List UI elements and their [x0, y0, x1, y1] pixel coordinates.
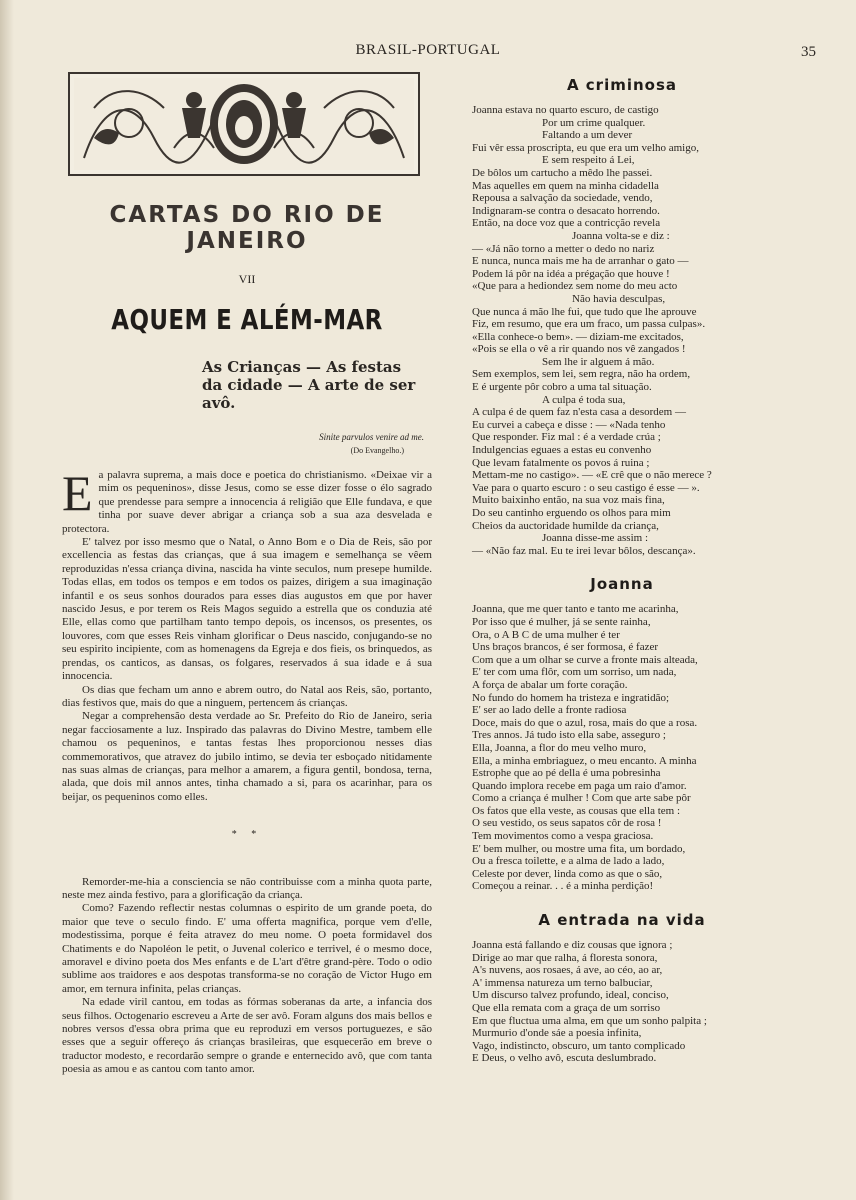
poem-line: Vago, indistincto, obscuro, um tanto complicado	[472, 1039, 686, 1052]
poem-line: Que nunca á mão lhe fui, que tudo que lhe aprouve	[472, 305, 697, 318]
poem-line: E' ser ao lado delle a fronte radiosa	[472, 704, 627, 717]
poem-line: Ella, a minha embriaguez, o meu encanto. A minha	[472, 754, 697, 767]
poem-line: A' immensa natureza um terno balbuciar,	[472, 976, 653, 989]
poem-line: Cheios da auctoridade humilde da criança,	[472, 519, 659, 532]
poem-line: Murmurio d'onde sáe a poesia infinita,	[472, 1027, 642, 1040]
poem-line: Indignaram-se contra o desacato horrendo.	[472, 204, 660, 217]
paragraph: Como? Fazendo reflectir nestas columnas o espirito de um grande poeta, do maior que teve o seculo findo. E' uma offerta magnifica, porque vem d'elle, modestissima, porque é feita atravez do meu nome. O poeta formidavel dos Chatiments e do Napoléon le petit, o Juvenal colerico e terrivel, é o mesmo doce, amoravel e divino poeta dos Mes enfants e de L'art d'être grand-père. Todo o odio sublime aos traidores e aos despotas transforma-se no coração de Victor Hugo em amor, em ternura infinita, pelas crianças.	[62, 902, 432, 995]
poem-line: E sem respeito á Lei,	[542, 154, 635, 167]
poem-line: Joanna disse-me assim :	[542, 532, 649, 545]
poem-line: Podem lá pôr na idéa a prégação que houve !	[472, 267, 670, 280]
opening-paragraph	[62, 465, 432, 536]
poem-line: Dirige ao mar que ralha, á floresta sonora,	[472, 951, 658, 964]
paragraph: Os dias que fecham um anno e abrem outro, do Natal aos Reis, são, portanto, dias festivos que, mais do que a ninguem, pertencem ás crianças.	[62, 683, 432, 709]
poem-line: Um discurso talvez profundo, ideal, conciso,	[472, 989, 669, 1002]
article-body	[62, 465, 432, 1077]
section-separator: * *	[231, 829, 263, 841]
poem-line: Joanna está fallando e diz cousas que ignora ;	[472, 939, 673, 952]
poem-line: Uns braços brancos, é ser formosa, é fazer	[472, 641, 659, 654]
poem-line: Sem exemplos, sem lei, sem regra, não ha ordem,	[472, 368, 691, 381]
poem-line: Joanna volta-se e diz :	[572, 229, 670, 242]
poem-title: A criminosa	[566, 76, 678, 94]
poem-line: Que ella remata com a graça de um sorriso	[472, 1002, 661, 1014]
poem-line: Faltando a um dever	[542, 129, 633, 142]
poem-line: Os fatos que ella veste, as cousas que ella tem :	[472, 804, 681, 817]
paragraph: Na edade viril cantou, em todas as fórmas soberanas da arte, a infancia dos seus filhos. Octogenario escreveu a Arte de ser avô. Foram alguns dos mais bellos e nobres versos d'essa obra prima que eu reproduzi em versos portuguezes, e são esses que a seguir offereço ás crianças brasileiras, que esquecerão em breve o traductor modesto, e recordarão sempre o grande e enternecido avô, que com tanta poesia as amou e as cantou com tanto amor.	[62, 996, 432, 1076]
poem-line: Repousa a salvação da sociedade, vendo,	[472, 192, 653, 205]
poem-line: A's nuvens, aos rosaes, á ave, ao céo, ao ar,	[472, 964, 663, 977]
poem-line: O seu vestido, os seus sapatos côr de rosa !	[472, 817, 662, 830]
poem-line: «Ella conhece-o bem». — diziam-me excitados,	[472, 330, 684, 343]
drop-cap: E	[62, 465, 93, 521]
poem-line: Do seu cantinho erguendo os olhos para mim	[472, 507, 671, 519]
poem-body	[472, 603, 772, 893]
poem-line: Joanna, que me quer tanto e tanto me acarinha,	[472, 603, 679, 616]
poem-line: Tem movimentos como a vespa graciosa.	[472, 830, 654, 843]
poem-line: Quando implora recebe em paga um raio d'amor.	[472, 779, 687, 792]
poem-line: «Que para a hediondez sem nome do meu acto	[472, 280, 678, 293]
paragraph: a palavra suprema, a mais doce e poetica do christianismo. «Deixae vir a mim os pequeninos», disse Jesus, como se esse dizer fosse o élo sagrado que prendesse para sempre a innocencia á religião que Elle fundava, e que tinha por suave dever abrigar a criança sob a sua aza desvelada e protectora.	[62, 469, 432, 535]
poem-line: Começou a reinar. . . é a minha perdição!	[472, 880, 654, 893]
article-number: VII	[238, 272, 256, 286]
running-head: BRASIL-PORTUGAL	[355, 42, 501, 58]
poem-line: Ora, o A B C de uma mulher é ter	[472, 628, 620, 641]
poem-line: «Pois se ella o vê a rir quando nos vê zangados !	[472, 343, 686, 356]
poem-line: Que levam fatalmente os povos á ruina ;	[472, 456, 650, 469]
paragraph: Remorder-me-hia a consciencia se não contribuisse com a minha quota parte, neste mez ainda festivo, para a glorificação da criança.	[62, 875, 432, 901]
poem-line: Ou a fresca toilette, e a alma de lado a lado,	[472, 855, 665, 868]
left-column	[62, 72, 432, 1077]
poem-line: A culpa é toda sua,	[542, 393, 626, 406]
poem-line: Com que a um olhar se curve a fronte mais alteada,	[472, 653, 698, 666]
article-title: AQUEM E ALÉM-MAR	[111, 303, 383, 336]
poem-line: Então, na doce voz que a contricção revela	[472, 217, 661, 230]
poem-body	[472, 104, 772, 557]
poem-line: A força de abalar um forte coração.	[472, 678, 628, 691]
poem-line: E nunca, nunca mais me ha de arranhar o gato —	[472, 255, 689, 268]
paragraph: Negar a comprehensão desta verdade ao Sr. Prefeito do Rio de Janeiro, seria negar facciosamente a luz. Inspirado das palavras do Divino Mestre, tambem elle chamou os pequeninos, e tantas festas lhes proporcionou nesses dias commemorativos, que atravez do jubilo intimo, se devia ter esboçado nitidamente nas suas almas de crianças, para melhor a amarem, a figura gentil, bondosa, terna, alada, que dois mil annos antes, tinha chamado a si, para os acarinhar, para os beijar, os pequeninos como elles.	[62, 710, 432, 803]
poem-line: Ella, Joanna, a flor do meu velho muro,	[472, 741, 647, 754]
poem-line: Vae para o quarto escuro : o seu castigo é esse — ».	[472, 481, 700, 494]
poem-line: E' ter com uma flôr, com um sorriso, um nada,	[472, 666, 677, 679]
epigraph: Sinite parvulos venire ad me.	[319, 432, 424, 442]
poem-line: — «Já não torno a metter o dedo no nariz	[472, 242, 655, 255]
poem-line: De bôlos um cartucho a mêdo lhe passei.	[472, 166, 653, 179]
poem-line: Estrophe que ao pé della é uma pobresinha	[472, 767, 661, 780]
poem-body	[472, 939, 772, 1065]
decorative-header-ornament	[68, 72, 420, 176]
poem-title: A entrada na vida	[538, 911, 706, 930]
poem-line: Não havia desculpas,	[572, 292, 666, 305]
poem-line: No fundo do homem ha tristeza e ingratidão;	[472, 691, 670, 704]
poem-line: E Deus, o velho avô, escuta deslumbrado.	[472, 1052, 657, 1065]
poem-line: Fiz, em resumo, que era um fraco, um passa culpas».	[472, 318, 706, 331]
poem-line: Por isso que é mulher, já se sente rainha,	[472, 615, 651, 628]
poem-line: Sem lhe ir alguem á mão.	[542, 355, 655, 368]
poem-line: A culpa é de quem faz n'esta casa a desordem —	[472, 406, 686, 419]
poem-line: Que responder. Fiz mal : é a verdade crúa ;	[472, 431, 661, 444]
article-subtitle: As Crianças — As festas da cidade — A arte de ser avô.	[202, 358, 416, 412]
series-title: CARTAS DO RIO DE JANEIRO	[109, 202, 385, 254]
poem-line: — «Não faz mal. Eu te irei levar bôlos, descança».	[472, 544, 696, 557]
right-column	[472, 76, 772, 1065]
poem-line: E é urgente pôr cobro a uma tal situação.	[472, 381, 652, 394]
page-number: 35	[801, 44, 816, 60]
poem-line: Por um crime qualquer.	[542, 116, 646, 129]
poem-line: Em que fluctua uma alma, em que um sonho palpita ;	[472, 1014, 707, 1027]
poem-line: Eu curvei a cabeça e disse : — «Nada tenho	[472, 418, 666, 431]
poem-line: Indulgencias eguaes a estas eu convenho	[472, 444, 652, 457]
poem-line: Joanna estava no quarto escuro, de castigo	[472, 104, 659, 116]
poem-line: Mas aquelles em quem na minha cidadella	[472, 179, 659, 192]
poem-line: Celeste por dever, linda como as que o são,	[472, 867, 663, 880]
poem-line: Como a criança é mulher ! Com que arte sabe pôr	[472, 792, 691, 805]
poem-line: Tres annos. Já tudo isto ella sabe, asseguro ;	[472, 729, 666, 742]
ornament-illustration	[74, 78, 414, 170]
paragraph: E' talvez por isso mesmo que o Natal, o Anno Bom e o Dia de Reis, são por excellencia as festas das crianças, que á sua imagem e semelhança se vêem reproduzidas n'essa criança divina, nascida ha vinte seculos, num presepe humilde. Todas ellas, em todos os tempos e em todos os paizes, dirigem a sua imaginação infantil e os seus sonhos dourados para esses dias augustos em que por haver nascido Jesus, e por terem os Reis Magos seguido a estrella que os conduzia até Elle, ellas como que partilham tanto tempo depois, os incensos, os presentes, os louvores, com que esses Reis vinham glorificar o Deus nascido, conjugando-se no seu espirito incipiente, com as homenagens da Egreja e dos fieis, os brinquedos, as prendas, os canticos, as dansas, os folgares, reservados á sua idade e á sua innocencia.	[62, 536, 432, 683]
poem-line: E' bem mulher, ou mostre uma fita, um bordado,	[472, 842, 686, 855]
poem-line: Muito baixinho então, na sua voz mais fina,	[472, 494, 665, 507]
poem-title: Joanna	[590, 575, 654, 594]
poem-line: Doce, mais do que o azul, rosa, mais do que a rosa.	[472, 716, 698, 729]
page-edge	[0, 0, 14, 1200]
poem-line: Fui vêr essa proscripta, eu que era um velho amigo,	[472, 141, 699, 154]
poem-line: Mettam-me no castigo». — «E crê que o não merece ?	[472, 469, 712, 482]
epigraph-source: (Do Evangelho.)	[350, 446, 404, 455]
